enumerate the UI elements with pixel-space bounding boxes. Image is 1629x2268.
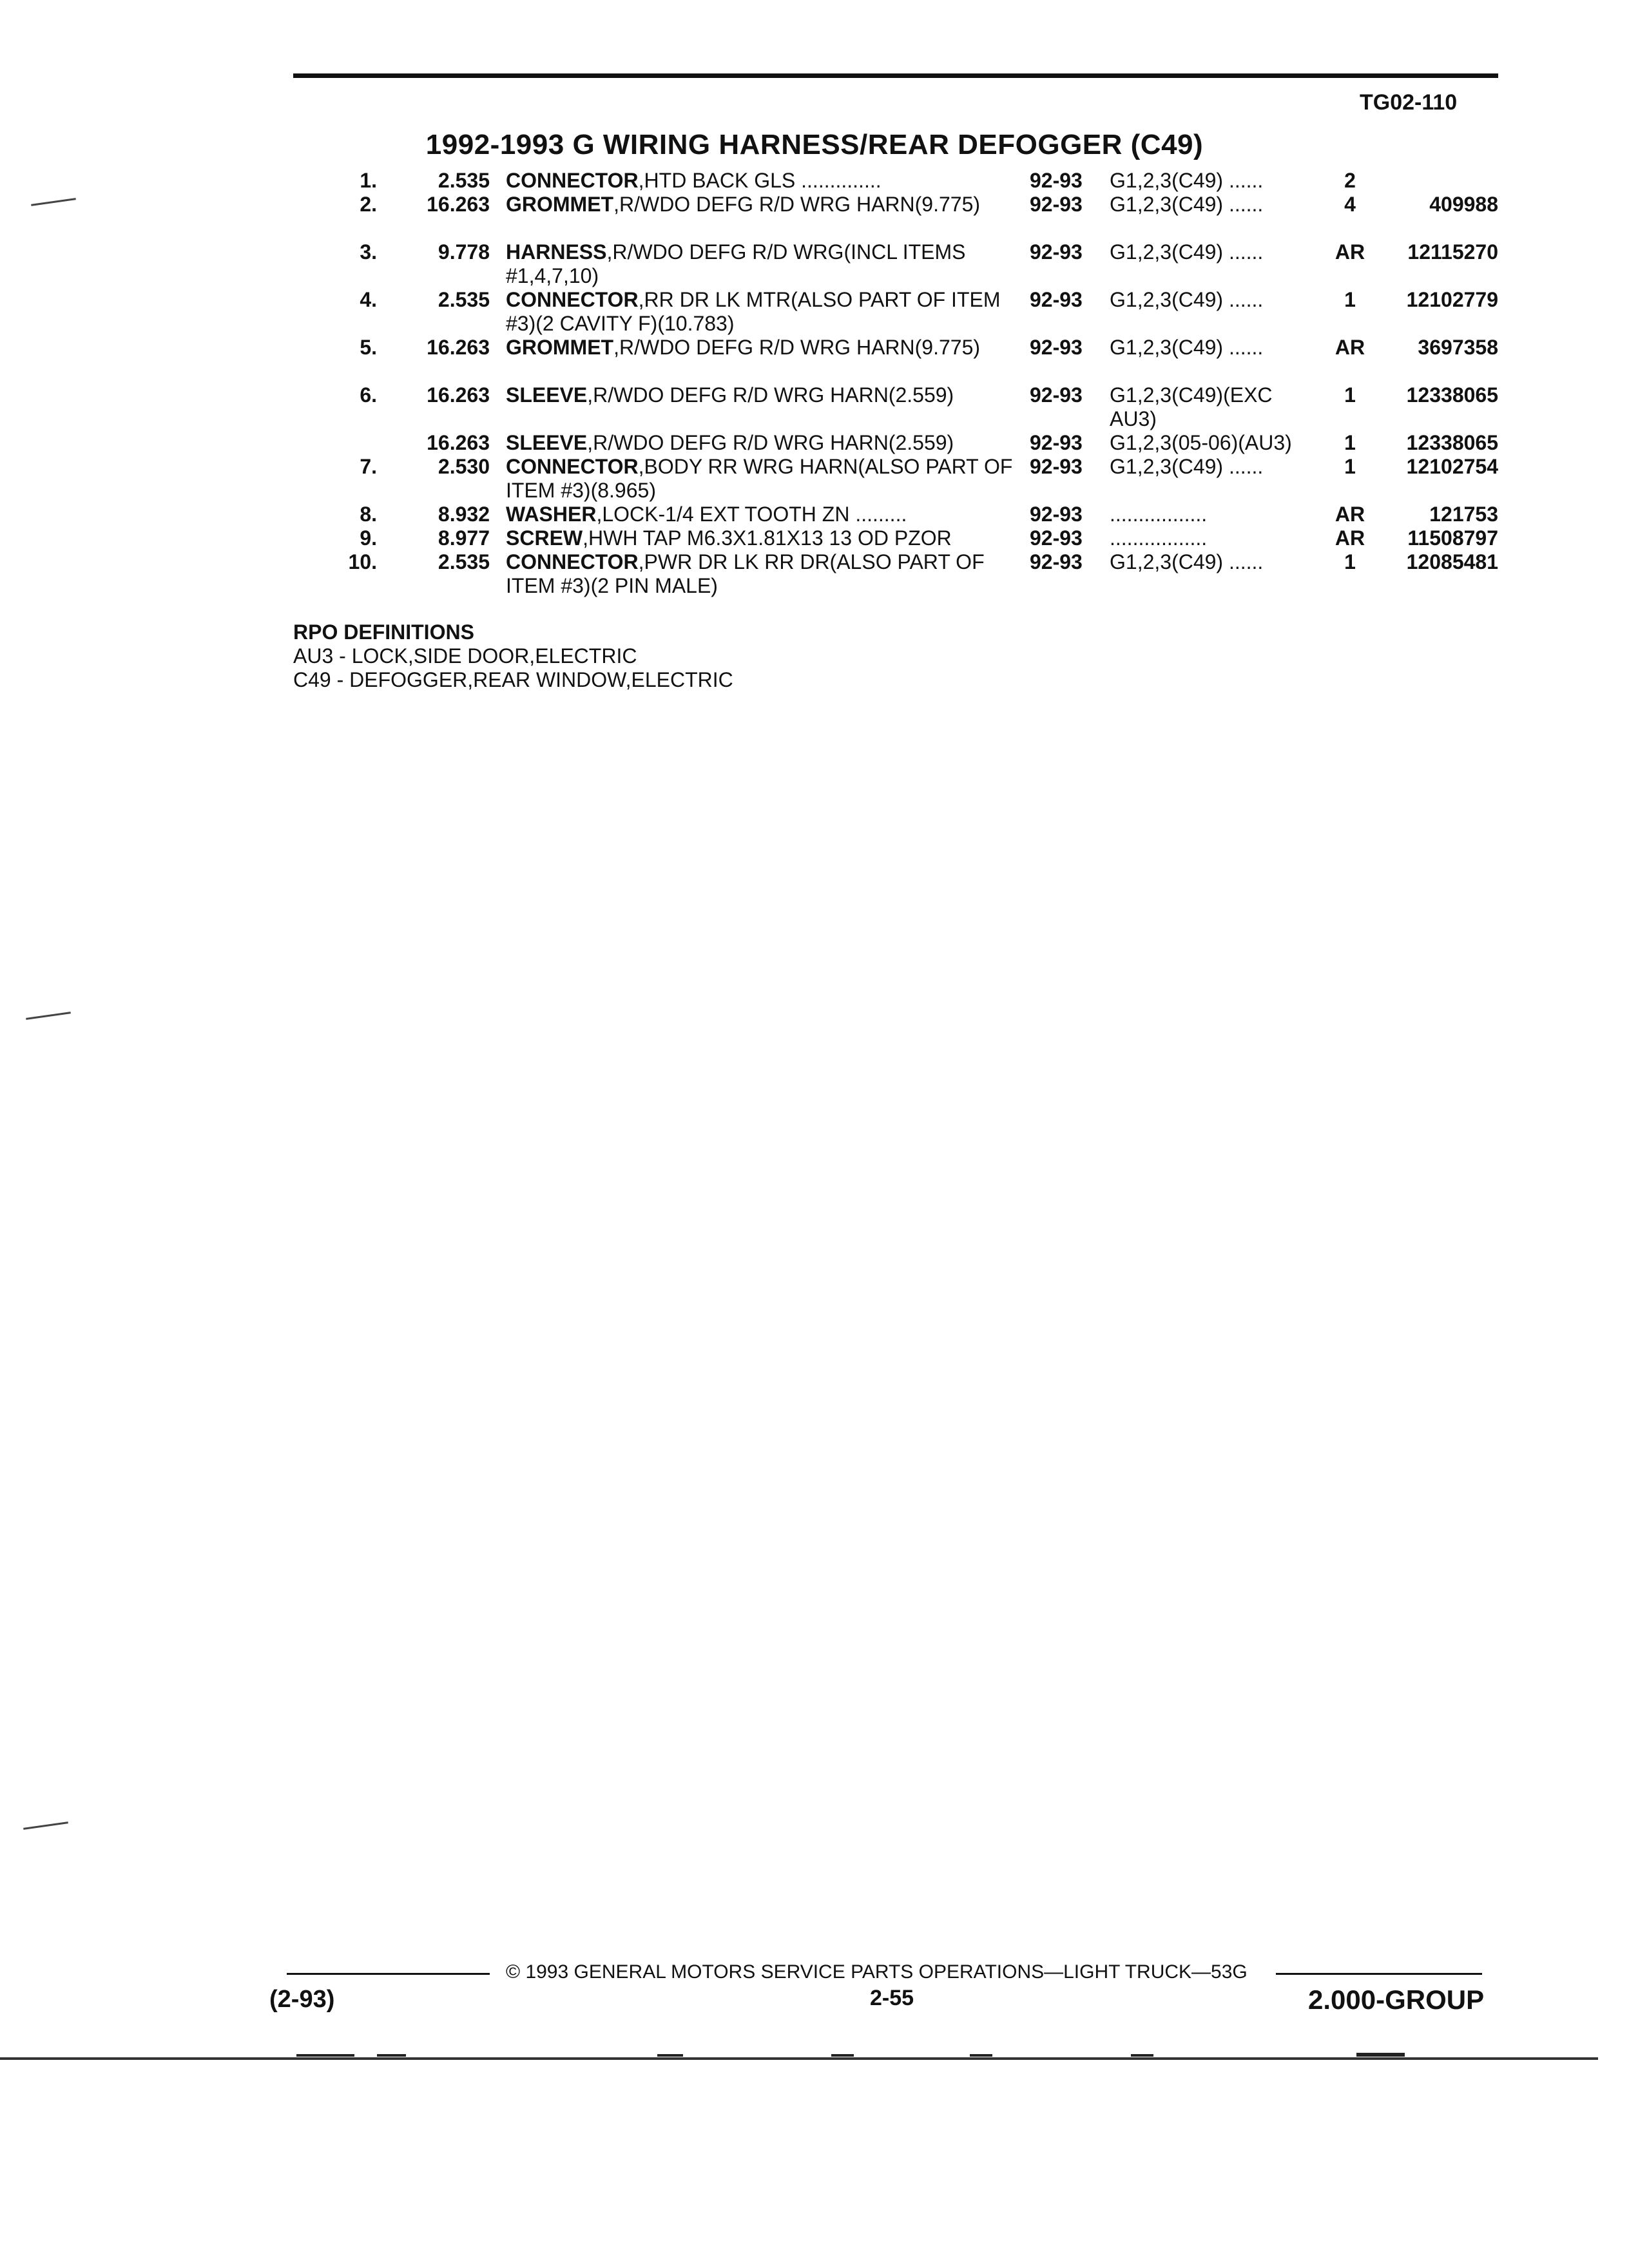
rpo-definition: C49 - DEFOGGER,REAR WINDOW,ELECTRIC xyxy=(293,668,733,691)
model-years: 92-93 xyxy=(1030,526,1083,550)
model-years: 92-93 xyxy=(1030,288,1083,311)
item-number: 6. xyxy=(360,383,377,407)
model-years: 92-93 xyxy=(1030,431,1083,454)
part-name: SLEEVE xyxy=(506,383,588,407)
scan-mark xyxy=(26,1012,71,1020)
footer-rule xyxy=(1276,1973,1482,1975)
part-description xyxy=(506,240,1021,288)
table-row xyxy=(0,503,1629,526)
item-number: 2. xyxy=(360,193,377,216)
part-description xyxy=(506,503,1021,526)
model-usage: G1,2,3(C49) ...... xyxy=(1110,169,1264,192)
scan-mark xyxy=(23,1821,68,1830)
part-description xyxy=(506,431,1021,455)
part-number: 12115270 xyxy=(1407,240,1498,264)
item-number: 3. xyxy=(360,240,377,264)
part-detail: ,PWR DR LK RR DR(ALSO PART OF ITEM #3)(2 PIN MALE) xyxy=(506,550,985,597)
part-description xyxy=(506,288,1021,336)
model-years: 92-93 xyxy=(1030,336,1083,359)
reference-page: 2.535 xyxy=(438,288,490,311)
model-usage: G1,2,3(C49)(EXC AU3) xyxy=(1110,383,1273,430)
quantity: AR xyxy=(1335,240,1365,264)
model-usage: ................. xyxy=(1110,526,1208,550)
part-number: 11508797 xyxy=(1407,526,1498,550)
footer-rule xyxy=(287,1973,490,1975)
model-usage: G1,2,3(C49) ...... xyxy=(1110,193,1264,216)
top-rule xyxy=(293,73,1498,78)
model-years: 92-93 xyxy=(1030,169,1083,192)
part-number: 12338065 xyxy=(1406,431,1498,454)
part-name: GROMMET xyxy=(506,193,614,216)
model-usage: G1,2,3(C49) ...... xyxy=(1110,288,1264,311)
part-detail: ,LOCK-1/4 EXT TOOTH ZN ......... xyxy=(596,503,907,526)
part-detail: ,HTD BACK GLS .............. xyxy=(638,169,882,192)
parts-list xyxy=(0,169,1629,598)
part-description xyxy=(506,526,1021,550)
quantity: 1 xyxy=(1344,431,1356,454)
part-name: GROMMET xyxy=(506,336,614,359)
part-number: 12338065 xyxy=(1406,383,1498,407)
quantity: 2 xyxy=(1344,169,1356,192)
table-row xyxy=(0,336,1629,383)
scan-dash xyxy=(296,2054,354,2057)
part-description xyxy=(506,169,1021,193)
model-usage: G1,2,3(C49) ...... xyxy=(1110,336,1264,359)
item-number: 4. xyxy=(360,288,377,311)
model-usage: ................. xyxy=(1110,503,1208,526)
scan-dash xyxy=(831,2054,854,2057)
rpo-definitions xyxy=(293,620,733,692)
table-row xyxy=(0,288,1629,336)
rpo-heading: RPO DEFINITIONS xyxy=(293,620,474,644)
revision-date: (2-93) xyxy=(269,1986,335,2013)
item-number: 1. xyxy=(360,169,377,192)
scan-dash xyxy=(970,2054,992,2057)
reference-page: 16.263 xyxy=(427,336,490,359)
quantity: 4 xyxy=(1344,193,1356,216)
quantity: 1 xyxy=(1344,383,1356,407)
quantity: AR xyxy=(1335,526,1365,550)
reference-page: 8.932 xyxy=(438,503,490,526)
table-row xyxy=(0,431,1629,455)
part-name: CONNECTOR xyxy=(506,455,639,478)
table-row xyxy=(0,383,1629,431)
model-usage: G1,2,3(C49) ...... xyxy=(1110,455,1264,478)
bottom-rule xyxy=(0,2057,1598,2060)
model-usage: G1,2,3(05-06)(AU3) xyxy=(1110,431,1292,454)
part-detail: ,R/WDO DEFG R/D WRG HARN(2.559) xyxy=(587,383,954,407)
model-years: 92-93 xyxy=(1030,240,1083,264)
quantity: 1 xyxy=(1344,455,1356,478)
quantity: AR xyxy=(1335,503,1365,526)
model-usage: G1,2,3(C49) ...... xyxy=(1110,240,1264,264)
table-row xyxy=(0,240,1629,288)
model-years: 92-93 xyxy=(1030,455,1083,478)
table-row xyxy=(0,550,1629,598)
model-years: 92-93 xyxy=(1030,503,1083,526)
quantity: AR xyxy=(1335,336,1365,359)
table-row xyxy=(0,193,1629,240)
scan-dash xyxy=(377,2054,406,2057)
part-description xyxy=(506,383,1021,407)
reference-page: 8.977 xyxy=(438,526,490,550)
part-number: 409988 xyxy=(1429,193,1498,216)
reference-page: 9.778 xyxy=(438,240,490,264)
reference-page: 2.530 xyxy=(438,455,490,478)
item-number: 5. xyxy=(360,336,377,359)
part-description xyxy=(506,455,1021,503)
part-name: WASHER xyxy=(506,503,597,526)
part-number: 3697358 xyxy=(1418,336,1498,359)
reference-page: 2.535 xyxy=(438,550,490,573)
reference-page: 2.535 xyxy=(438,169,490,192)
part-number: 12102779 xyxy=(1406,288,1498,311)
part-description xyxy=(506,193,1021,216)
model-years: 92-93 xyxy=(1030,193,1083,216)
part-number: 12102754 xyxy=(1406,455,1498,478)
item-number: 9. xyxy=(360,526,377,550)
table-row xyxy=(0,455,1629,503)
part-number: 12085481 xyxy=(1406,550,1498,573)
scan-dash xyxy=(1131,2054,1153,2057)
page-number: 2-55 xyxy=(870,1986,914,2010)
part-name: SLEEVE xyxy=(506,431,588,454)
part-description xyxy=(506,336,1021,360)
part-detail: ,BODY RR WRG HARN(ALSO PART OF ITEM #3)(8.965) xyxy=(506,455,1013,502)
scan-dash xyxy=(657,2054,683,2057)
part-detail: ,R/WDO DEFG R/D WRG HARN(2.559) xyxy=(587,431,954,454)
part-name: CONNECTOR xyxy=(506,550,639,573)
page-title: 1992-1993 G WIRING HARNESS/REAR DEFOGGER (C49) xyxy=(425,129,1204,160)
part-detail: ,R/WDO DEFG R/D WRG HARN(9.775) xyxy=(613,336,981,359)
quantity: 1 xyxy=(1344,550,1356,573)
part-number: 121753 xyxy=(1429,503,1498,526)
group-label: 2.000-GROUP xyxy=(1308,1984,1485,2015)
part-detail: ,R/WDO DEFG R/D WRG(INCL ITEMS #1,4,7,10) xyxy=(506,240,966,287)
item-number: 7. xyxy=(360,455,377,478)
table-row xyxy=(0,169,1629,193)
scan-dash xyxy=(1356,2053,1405,2057)
page-code: TG02-110 xyxy=(1360,90,1458,115)
part-description xyxy=(506,550,1021,598)
item-number: 10. xyxy=(348,550,377,573)
part-detail: ,RR DR LK MTR(ALSO PART OF ITEM #3)(2 CAVITY F)(10.783) xyxy=(506,288,1001,335)
part-name: HARNESS xyxy=(506,240,607,264)
reference-page: 16.263 xyxy=(427,193,490,216)
model-years: 92-93 xyxy=(1030,550,1083,573)
part-name: CONNECTOR xyxy=(506,169,639,192)
part-detail: ,R/WDO DEFG R/D WRG HARN(9.775) xyxy=(613,193,981,216)
table-row xyxy=(0,526,1629,550)
item-number: 8. xyxy=(360,503,377,526)
reference-page: 16.263 xyxy=(427,431,490,454)
quantity: 1 xyxy=(1344,288,1356,311)
reference-page: 16.263 xyxy=(427,383,490,407)
model-years: 92-93 xyxy=(1030,383,1083,407)
part-detail: ,HWH TAP M6.3X1.81X13 13 OD PZOR xyxy=(583,526,952,550)
model-usage: G1,2,3(C49) ...... xyxy=(1110,550,1264,573)
rpo-definition: AU3 - LOCK,SIDE DOOR,ELECTRIC xyxy=(293,644,637,668)
part-name: SCREW xyxy=(506,526,583,550)
copyright-notice: © 1993 GENERAL MOTORS SERVICE PARTS OPERATIONS—LIGHT TRUCK—53G xyxy=(506,1961,1248,1983)
part-name: CONNECTOR xyxy=(506,288,639,311)
